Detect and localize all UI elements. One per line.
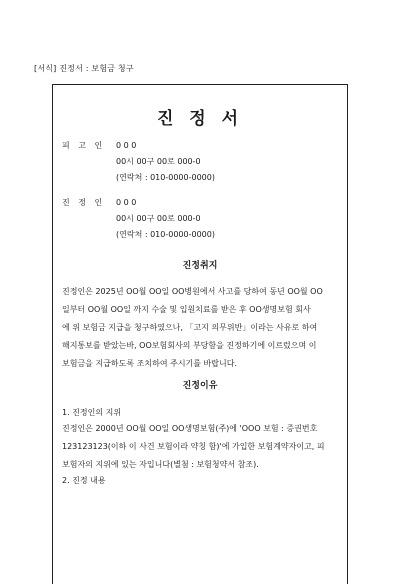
reason-item1-paragraph (62, 420, 338, 474)
document-title: 진 정 서 (156, 109, 244, 129)
respondent-contact: (연락처 : 010-0000-0000) (116, 173, 215, 182)
respondent-role: 피 고 인 (62, 141, 106, 150)
reason-line: 보험자의 지위에 있는 자입니다(별첨 : 보험청약서 참조). (62, 460, 259, 469)
purpose-line: 보험금을 지급하도록 조치하여 주시기를 바랍니다. (62, 359, 238, 368)
petitioner-address: 00시 00구 00로 000-0 (116, 214, 201, 223)
reason-item2-title: 2. 진정 내용 (62, 476, 106, 485)
purpose-line: 진정인은 2025년 OO월 OO일 OO병원에서 사고를 당하여 동년 OO월 OO (62, 287, 323, 296)
petitioner-contact: (연락처 : 010-0000-0000) (116, 230, 215, 239)
purpose-paragraph (62, 283, 338, 373)
reason-line: 123123123(이하 이 사건 보험이라 약칭 함)'에 가입한 보험계약자이고, 피 (62, 442, 325, 451)
reason-heading: 진정이유 (182, 381, 218, 391)
purpose-heading: 진정취지 (182, 261, 218, 271)
form-caption: [서식] 진정서 : 보험금 청구 (34, 64, 134, 73)
reason-line: 진정인은 2000년 OO월 OO일 OO생명보험(주)에 'OOO 보험 : 증권번호 (62, 424, 318, 433)
purpose-line: 일부터 OO월 OO일 까지 수술 및 입원치료를 받은 후 OO생명보험 회사 (62, 305, 311, 314)
petitioner-role: 진 정 인 (62, 198, 106, 207)
petitioner-name: 0 0 0 (116, 198, 137, 207)
respondent-address: 00시 00구 00로 000-0 (116, 157, 201, 166)
purpose-line: 해지통보를 받았는바, OO보험회사의 부당함을 진정하기에 이르렀으며 이 (62, 341, 317, 350)
purpose-line: 에 위 보험금 지급을 청구하였으나, 「고지 의무위반」이라는 사유로 하여 (62, 323, 318, 332)
respondent-name: 0 0 0 (116, 141, 137, 150)
reason-item1-title: 1. 진정인의 지위 (62, 408, 122, 417)
